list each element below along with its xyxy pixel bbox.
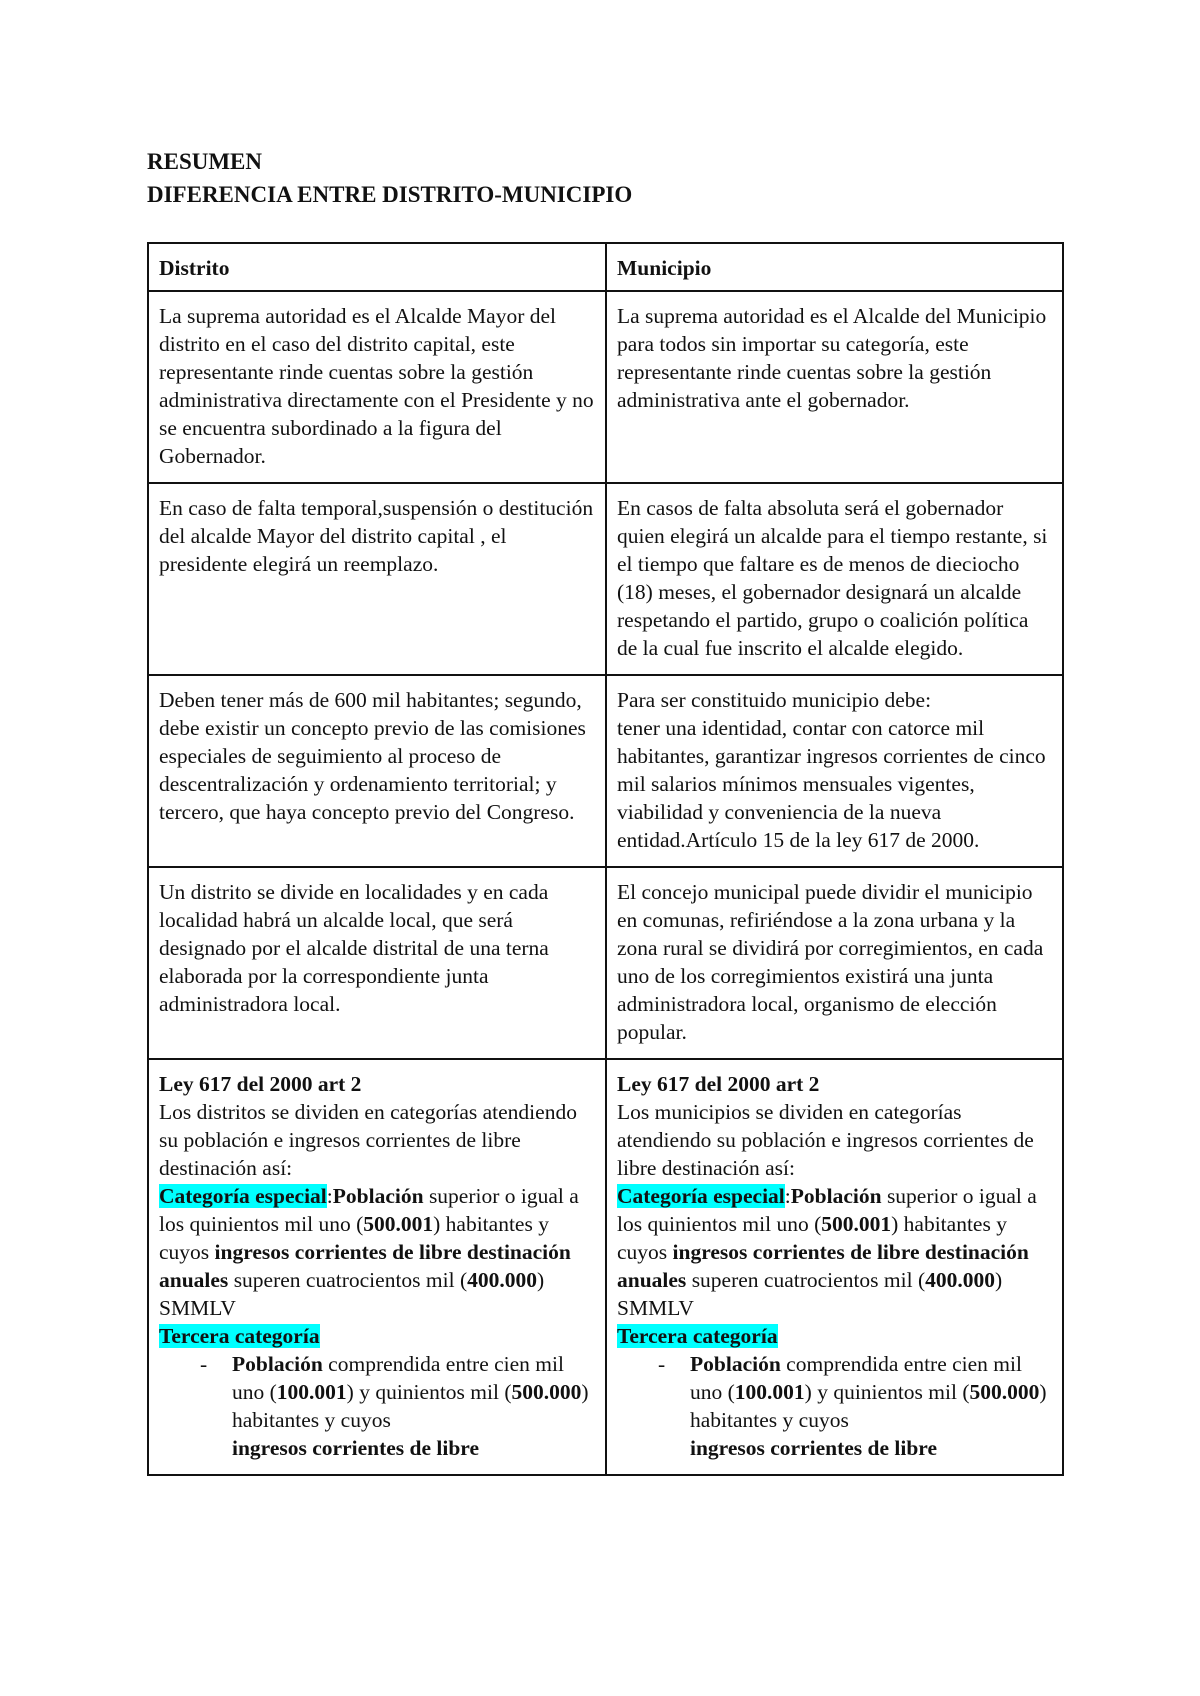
- cell-distrito: En caso de falta temporal,suspensión o destitución del alcalde Mayor del distrito capital , el presidente elegirá un reemplazo.: [148, 483, 606, 675]
- municipio-requirements-intro: Para ser constituido municipio debe:: [617, 688, 932, 712]
- category-especial-label: Categoría especial: [159, 1184, 327, 1208]
- header-municipio: Municipio: [606, 243, 1063, 291]
- category-list: [617, 1350, 1052, 1462]
- document-subtitle: DIFERENCIA ENTRE DISTRITO-MUNICIPIO: [147, 182, 633, 207]
- list-item: - Población comprendida entre cien mil uno (100.001) y quinientos mil (500.000) habitantes y cuyos ingresos corrientes de libre: [658, 1352, 1047, 1460]
- table-row: [148, 291, 1063, 483]
- category-tercera-label: Tercera categoría: [159, 1324, 320, 1348]
- category-tercera-label: Tercera categoría: [617, 1324, 778, 1348]
- dash-bullet: -: [658, 1352, 666, 1376]
- cell-distrito: Deben tener más de 600 mil habitantes; segundo, debe existir un concepto previo de las comisiones especiales de seguimiento al proceso de descentralización y ordenamiento territorial; y tercero, que haya concepto previo del Congreso.: [148, 675, 606, 867]
- law-title: Ley 617 del 2000 art 2: [617, 1072, 820, 1096]
- list-item: - Población comprendida entre cien mil uno (100.001) y quinientos mil (500.000) habitantes y cuyos ingresos corrientes de libre: [200, 1352, 589, 1460]
- table-row: [148, 867, 1063, 1059]
- cell-distrito: La suprema autoridad es el Alcalde Mayor del distrito en el caso del distrito capital, este representante rinde cuentas sobre la gestión administrativa directamente con el Presidente y no se encuentra subordinado a la figura del Gobernador.: [148, 291, 606, 483]
- cell-municipio: [606, 675, 1063, 867]
- header-distrito: Distrito: [148, 243, 606, 291]
- cell-distrito: Un distrito se divide en localidades y en cada localidad habrá un alcalde local, que será designado por el alcalde distrital de una terna elaborada por la correspondiente junta administradora local.: [148, 867, 606, 1059]
- table-row: [148, 483, 1063, 675]
- cell-municipio: El concejo municipal puede dividir el municipio en comunas, refiriéndose a la zona urbana y la zona rural se dividirá por corregimientos, en cada uno de los corregimientos existirá una junta administradora local, organismo de elección popular.: [606, 867, 1063, 1059]
- law-title: Ley 617 del 2000 art 2: [159, 1072, 362, 1096]
- table-header-row: [148, 243, 1063, 291]
- cell-municipio: La suprema autoridad es el Alcalde del Municipio para todos sin importar su categoría, este representante rinde cuentas sobre la gestión administrativa ante el gobernador.: [606, 291, 1063, 483]
- category-list: [159, 1350, 595, 1462]
- document-title: RESUMEN: [147, 149, 263, 174]
- table-row: [148, 675, 1063, 867]
- law-intro: Los municipios se dividen en categorías atendiendo su población e ingresos corrientes de libre destinación así:: [617, 1100, 1034, 1180]
- cell-municipio: En casos de falta absoluta será el gobernador quien elegirá un alcalde para el tiempo restante, si el tiempo que faltare es de menos de dieciocho (18) meses, el gobernador designará un alcalde respetando el partido, grupo o coalición política de la cual fue inscrito el alcalde elegido.: [606, 483, 1063, 675]
- comparison-table: [147, 242, 1064, 1476]
- municipio-requirements-text: tener una identidad, contar con catorce mil habitantes, garantizar ingresos corrientes de cinco mil salarios mínimos mensuales vigentes, viabilidad y conveniencia de la nueva entidad.Artículo 15 de la ley 617 de 2000.: [617, 716, 1046, 852]
- table-row-law: [148, 1059, 1063, 1475]
- cell-distrito-law: Ley 617 del 2000 art 2 Los distritos se dividen en categorías atendiendo su población e ingresos corrientes de libre destinación así: Categoría especial:Población superior o igual a los quinientos mil uno (500.001) habitantes y cuyos ingresos corrientes de libre destinación anuales superen cuatrocientos mil (400.000) SMMLV Tercera categoría - Población comprendida entre cien mil uno (100.001) y quinientos mil (500.000) habitantes y cuyos ingresos corrientes de libre: [148, 1059, 606, 1475]
- law-intro: Los distritos se dividen en categorías atendiendo su población e ingresos corrientes de libre destinación así:: [159, 1100, 577, 1180]
- dash-bullet: -: [200, 1352, 208, 1376]
- category-especial-label: Categoría especial: [617, 1184, 785, 1208]
- cell-municipio-law: Ley 617 del 2000 art 2 Los municipios se dividen en categorías atendiendo su población e ingresos corrientes de libre destinación así: Categoría especial:Población superior o igual a los quinientos mil uno (500.001) habitantes y cuyos ingresos corrientes de libre destinación anuales superen cuatrocientos mil (400.000) SMMLV Tercera categoría - Población comprendida entre cien mil uno (100.001) y quinientos mil (500.000) habitantes y cuyos ingresos corrientes de libre: [606, 1059, 1063, 1475]
